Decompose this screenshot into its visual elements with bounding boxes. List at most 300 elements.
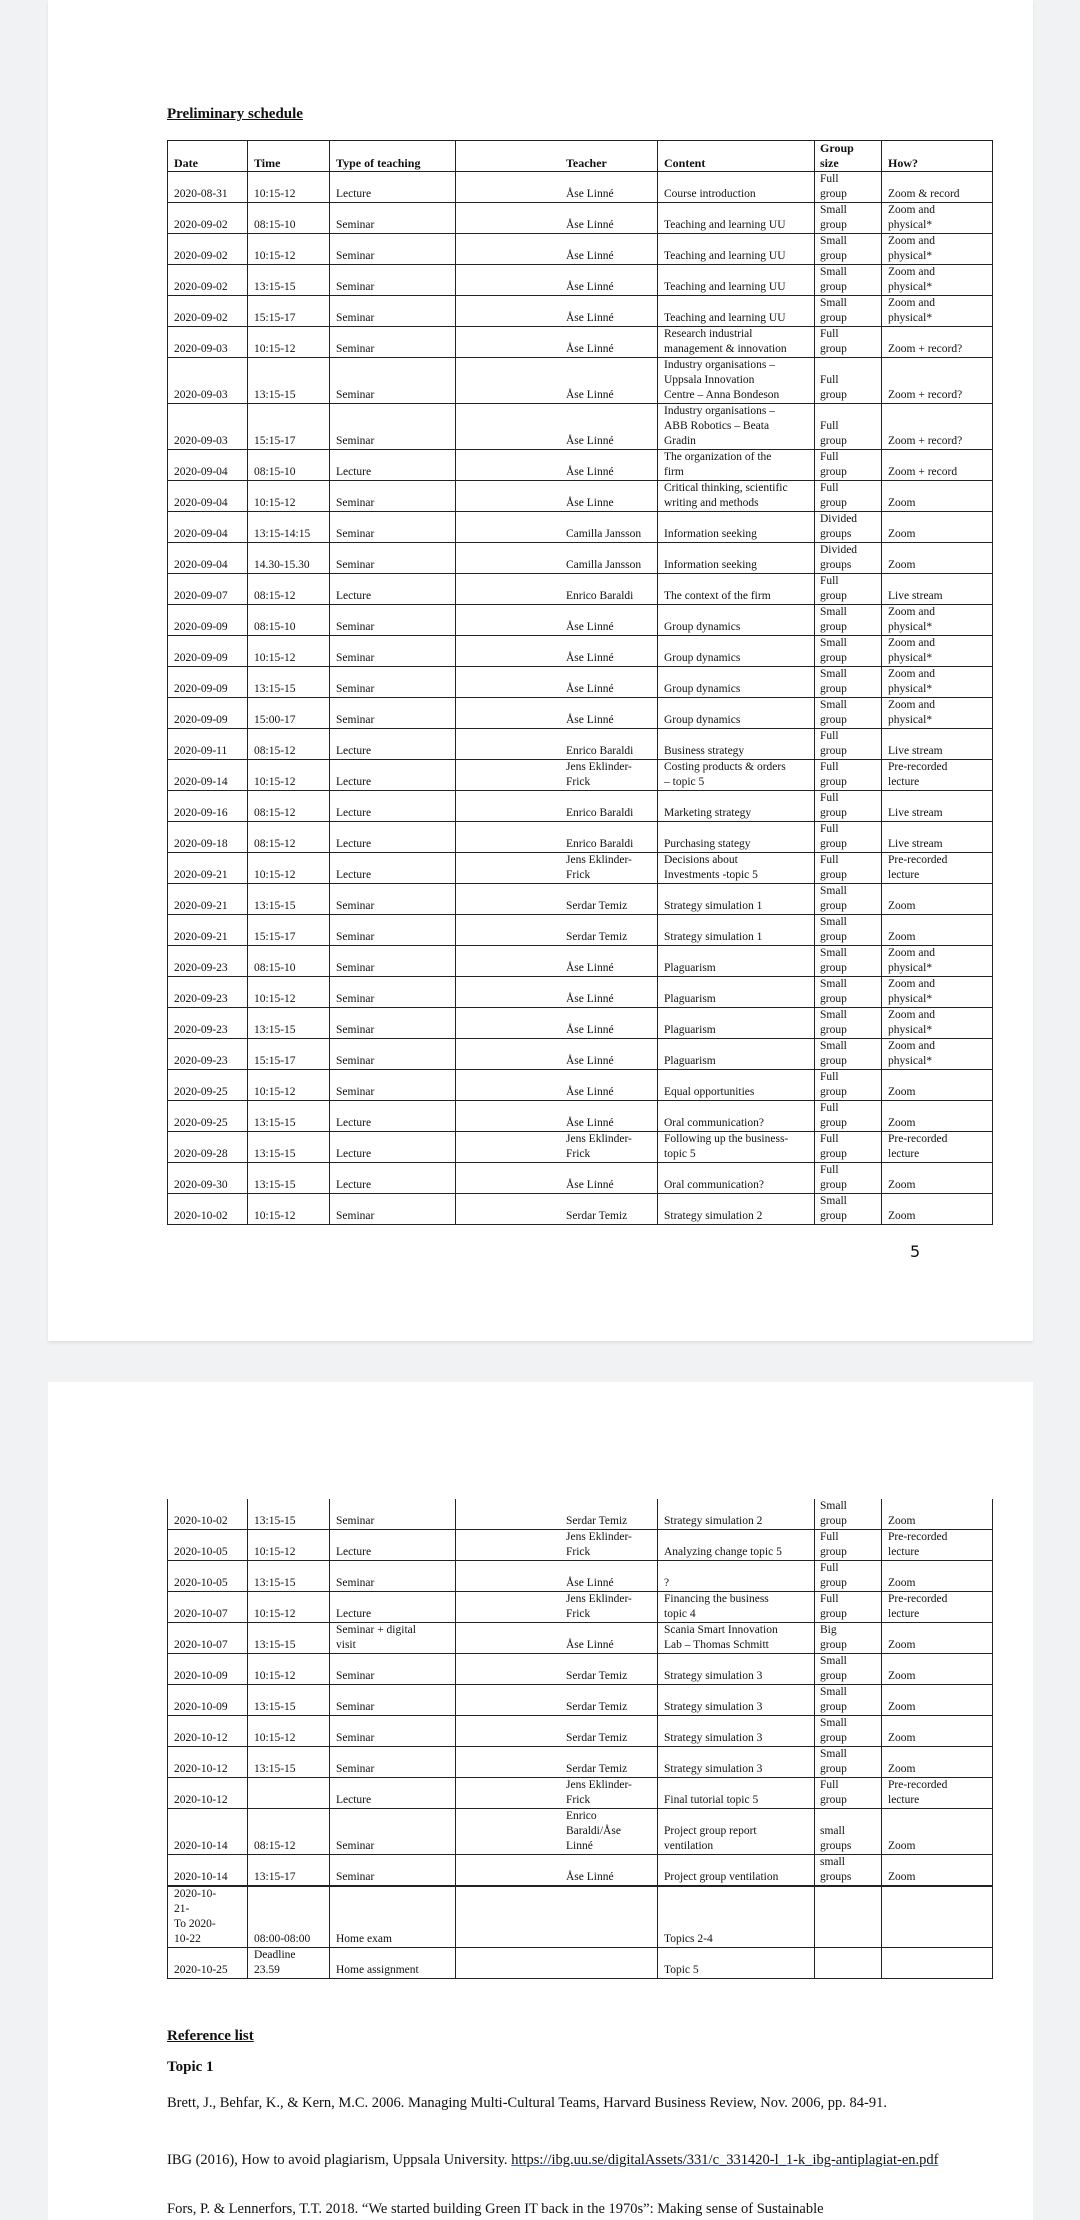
table-row — [168, 1499, 993, 1530]
table-row — [168, 1039, 993, 1070]
cell-group: Full group — [815, 1561, 882, 1592]
cell-teacher: Jens Eklinder- Frick — [456, 1530, 658, 1561]
cell-how: Zoom — [882, 884, 993, 915]
cell-teacher — [456, 1948, 658, 1979]
cell-content: Research industrial management & innovation — [658, 327, 815, 358]
table-row — [168, 946, 993, 977]
cell-type: Lecture — [330, 853, 456, 884]
cell-how: Zoom — [882, 1685, 993, 1716]
cell-time: 13:15-14:15 — [248, 512, 330, 543]
cell-date: 2020-10-05 — [168, 1530, 248, 1561]
cell-date: 2020-09-02 — [168, 265, 248, 296]
table-row — [168, 1778, 993, 1809]
cell-type: Seminar — [330, 358, 456, 404]
cell-type: Seminar — [330, 234, 456, 265]
cell-teacher: Åse Linné — [456, 977, 658, 1008]
cell-date: 2020-09-02 — [168, 296, 248, 327]
reference-link[interactable]: https://ibg.uu.se/digitalAssets/331/c_331420-l_1-k_ibg-antiplagiat-en.pdf — [511, 2152, 939, 2168]
cell-time: 10:15-12 — [248, 1716, 330, 1747]
reference-item — [167, 2198, 967, 2220]
cell-time: 15:15-17 — [248, 404, 330, 450]
cell-teacher: Camilla Jansson — [456, 512, 658, 543]
table-row — [168, 1561, 993, 1592]
cell-how: Zoom and physical* — [882, 698, 993, 729]
topic-heading: Topic 1 — [167, 2059, 214, 2075]
cell-time: 08:15-10 — [248, 450, 330, 481]
cell-group: Full group — [815, 1778, 882, 1809]
table-row — [168, 1747, 993, 1778]
cell-group: Small group — [815, 946, 882, 977]
cell-how: Zoom & record — [882, 172, 993, 203]
cell-content: Teaching and learning UU — [658, 265, 815, 296]
cell-how — [882, 1887, 993, 1948]
cell-date: 2020-08-31 — [168, 172, 248, 203]
cell-content: Course introduction — [658, 172, 815, 203]
cell-date: 2020-09-21 — [168, 853, 248, 884]
cell-group: Full group — [815, 574, 882, 605]
cell-content: Topic 5 — [658, 1948, 815, 1979]
cell-date: 2020-09-09 — [168, 636, 248, 667]
table-row — [168, 1654, 993, 1685]
cell-group: Full group — [815, 822, 882, 853]
cell-date: 2020-09-23 — [168, 946, 248, 977]
cell-teacher: Åse Linné — [456, 1623, 658, 1654]
cell-type: Seminar — [330, 1685, 456, 1716]
cell-time: 08:00-08:00 — [248, 1887, 330, 1948]
table-row — [168, 1592, 993, 1623]
cell-content: Group dynamics — [658, 698, 815, 729]
cell-teacher: Enrico Baraldi — [456, 822, 658, 853]
cell-how: Pre-recorded lecture — [882, 853, 993, 884]
cell-date: 2020-09-18 — [168, 822, 248, 853]
cell-how: Zoom — [882, 1809, 993, 1855]
cell-type: Seminar — [330, 1654, 456, 1685]
cell-how: Zoom and physical* — [882, 203, 993, 234]
reference-item — [167, 2149, 967, 2171]
table-row — [168, 543, 993, 574]
cell-time: 10:15-12 — [248, 327, 330, 358]
cell-how: Zoom and physical* — [882, 265, 993, 296]
cell-how: Live stream — [882, 574, 993, 605]
cell-how: Zoom + record — [882, 450, 993, 481]
cell-time: 15:15-17 — [248, 296, 330, 327]
cell-content: Financing the business topic 4 — [658, 1592, 815, 1623]
cell-group: Small group — [815, 884, 882, 915]
cell-teacher: Serdar Temiz — [456, 884, 658, 915]
cell-group: Small group — [815, 915, 882, 946]
cell-content: Purchasing stategy — [658, 822, 815, 853]
cell-content: Scania Smart Innovation Lab – Thomas Schmitt — [658, 1623, 815, 1654]
table-row — [168, 822, 993, 853]
cell-time: 10:15-12 — [248, 481, 330, 512]
cell-group: Small group — [815, 636, 882, 667]
cell-type: Seminar — [330, 915, 456, 946]
cell-group: Small group — [815, 1716, 882, 1747]
table-row — [168, 512, 993, 543]
cell-content: Following up the business- topic 5 — [658, 1132, 815, 1163]
cell-date: 2020-09-14 — [168, 760, 248, 791]
cell-how: Zoom — [882, 1070, 993, 1101]
cell-group: small groups — [815, 1809, 882, 1855]
cell-how: Pre-recorded lecture — [882, 1530, 993, 1561]
cell-time: 13:15-15 — [248, 1747, 330, 1778]
table-row — [168, 1008, 993, 1039]
table-row — [168, 574, 993, 605]
cell-date: 2020-10-12 — [168, 1747, 248, 1778]
cell-type: Seminar — [330, 884, 456, 915]
cell-content: Teaching and learning UU — [658, 296, 815, 327]
schedule-table — [167, 140, 993, 1225]
cell-teacher: Åse Linné — [456, 667, 658, 698]
cell-time: 13:15-15 — [248, 1499, 330, 1530]
cell-date: 2020-09-23 — [168, 1008, 248, 1039]
cell-group: Small group — [815, 1008, 882, 1039]
cell-how: Zoom — [882, 1163, 993, 1194]
cell-content: Strategy simulation 3 — [658, 1685, 815, 1716]
table-row — [168, 667, 993, 698]
cell-how: Zoom and physical* — [882, 234, 993, 265]
cell-how: Zoom — [882, 1623, 993, 1654]
cell-content: Industry organisations – Uppsala Innovation Centre – Anna Bondeson — [658, 358, 815, 404]
cell-type: Seminar — [330, 1747, 456, 1778]
cell-group: Full group — [815, 1070, 882, 1101]
cell-how: Zoom — [882, 1855, 993, 1886]
cell-time: 10:15-12 — [248, 1530, 330, 1561]
cell-teacher: Åse Linné — [456, 404, 658, 450]
cell-how: Zoom — [882, 1499, 993, 1530]
cell-type: Seminar — [330, 1194, 456, 1225]
cell-how: Zoom + record? — [882, 327, 993, 358]
cell-group: Full group — [815, 404, 882, 450]
cell-content: Analyzing change topic 5 — [658, 1530, 815, 1561]
cell-how: Zoom and physical* — [882, 636, 993, 667]
table-row — [168, 853, 993, 884]
cell-type: Seminar — [330, 636, 456, 667]
cell-content: Plaguarism — [658, 1008, 815, 1039]
cell-type: Seminar — [330, 296, 456, 327]
cell-time: 10:15-12 — [248, 172, 330, 203]
cell-type: Lecture — [330, 760, 456, 791]
cell-group: Small group — [815, 1654, 882, 1685]
table-row — [168, 1716, 993, 1747]
cell-date: 2020-09-25 — [168, 1101, 248, 1132]
cell-time: 10:15-12 — [248, 1194, 330, 1225]
cell-type: Seminar — [330, 1716, 456, 1747]
cell-time: 15:15-17 — [248, 1039, 330, 1070]
cell-group: Full group — [815, 481, 882, 512]
cell-how: Zoom and physical* — [882, 296, 993, 327]
cell-date: 2020-09-04 — [168, 481, 248, 512]
table-row — [168, 1194, 993, 1225]
cell-how: Zoom — [882, 1561, 993, 1592]
cell-time: 13:15-15 — [248, 1623, 330, 1654]
cell-time: 13:15-15 — [248, 1008, 330, 1039]
column-header-time: Time — [248, 141, 330, 172]
cell-content: Critical thinking, scientific writing and methods — [658, 481, 815, 512]
cell-type: Seminar — [330, 1561, 456, 1592]
cell-time: 13:15-15 — [248, 1132, 330, 1163]
column-header-how: How? — [882, 141, 993, 172]
cell-group: Small group — [815, 265, 882, 296]
cell-date: 2020-09-11 — [168, 729, 248, 760]
cell-date: 2020-10-14 — [168, 1809, 248, 1855]
cell-group: Full group — [815, 791, 882, 822]
cell-date: 2020-10- 21- To 2020- 10-22 — [168, 1887, 248, 1948]
cell-time: 08:15-10 — [248, 605, 330, 636]
cell-teacher: Åse Linné — [456, 636, 658, 667]
cell-teacher: Jens Eklinder- Frick — [456, 1778, 658, 1809]
cell-time: 10:15-12 — [248, 1070, 330, 1101]
table-row — [168, 605, 993, 636]
cell-how: Live stream — [882, 729, 993, 760]
cell-teacher: Enrico Baraldi — [456, 574, 658, 605]
cell-teacher: Åse Linné — [456, 327, 658, 358]
cell-teacher: Åse Linné — [456, 358, 658, 404]
cell-date: 2020-09-23 — [168, 1039, 248, 1070]
cell-group: Full group — [815, 1592, 882, 1623]
cell-group: Small group — [815, 605, 882, 636]
cell-type: Seminar — [330, 265, 456, 296]
reference-text: Fors, P. & Lennerfors, T.T. 2018. “We started building Green IT back in the 1970s”: Making sense of Sustainable — [167, 2201, 824, 2217]
cell-teacher: Åse Linne — [456, 481, 658, 512]
cell-how: Zoom — [882, 481, 993, 512]
cell-teacher: Jens Eklinder- Frick — [456, 853, 658, 884]
cell-content: Teaching and learning UU — [658, 203, 815, 234]
cell-group: Full group — [815, 1530, 882, 1561]
cell-group — [815, 1887, 882, 1948]
document-page-1 — [48, 0, 1033, 1341]
cell-teacher: Serdar Temiz — [456, 1747, 658, 1778]
cell-type: Seminar — [330, 203, 456, 234]
cell-how: Zoom and physical* — [882, 1008, 993, 1039]
reference-list-heading: Reference list — [167, 2028, 254, 2044]
cell-type: Lecture — [330, 1592, 456, 1623]
cell-teacher: Åse Linné — [456, 1070, 658, 1101]
cell-type: Seminar — [330, 404, 456, 450]
cell-group: Full group — [815, 853, 882, 884]
cell-date: 2020-09-04 — [168, 512, 248, 543]
cell-group — [815, 1948, 882, 1979]
cell-time: 10:15-12 — [248, 234, 330, 265]
cell-time: 08:15-12 — [248, 822, 330, 853]
cell-content: Group dynamics — [658, 605, 815, 636]
cell-teacher: Åse Linné — [456, 1008, 658, 1039]
page-number: 5 — [910, 1242, 921, 1261]
cell-group: Small group — [815, 1747, 882, 1778]
cell-type: Seminar — [330, 977, 456, 1008]
cell-teacher: Serdar Temiz — [456, 1194, 658, 1225]
cell-date: 2020-09-03 — [168, 327, 248, 358]
cell-date: 2020-09-03 — [168, 358, 248, 404]
cell-type: Seminar — [330, 543, 456, 574]
cell-teacher: Serdar Temiz — [456, 1499, 658, 1530]
cell-teacher: Åse Linné — [456, 450, 658, 481]
table-row — [168, 234, 993, 265]
cell-content: Group dynamics — [658, 636, 815, 667]
table-row — [168, 1530, 993, 1561]
cell-date: 2020-09-21 — [168, 915, 248, 946]
cell-group: Small group — [815, 203, 882, 234]
cell-how — [882, 1948, 993, 1979]
cell-date: 2020-09-02 — [168, 234, 248, 265]
cell-type: Seminar — [330, 698, 456, 729]
cell-content: Project group ventilation — [658, 1855, 815, 1886]
document-page-2 — [48, 1382, 1033, 2220]
table-row — [168, 791, 993, 822]
cell-content: Plaguarism — [658, 1039, 815, 1070]
cell-date: 2020-09-09 — [168, 698, 248, 729]
cell-type: Home assignment — [330, 1948, 456, 1979]
cell-content: Strategy simulation 3 — [658, 1716, 815, 1747]
cell-type: Lecture — [330, 450, 456, 481]
cell-type: Seminar — [330, 1855, 456, 1886]
cell-teacher: Enrico Baraldi — [456, 791, 658, 822]
table-row — [168, 404, 993, 450]
cell-group: Small group — [815, 296, 882, 327]
cell-content: Topics 2-4 — [658, 1887, 815, 1948]
cell-how: Pre-recorded lecture — [882, 1132, 993, 1163]
cell-time: 08:15-10 — [248, 203, 330, 234]
cell-date: 2020-09-07 — [168, 574, 248, 605]
cell-group: Small group — [815, 1194, 882, 1225]
reference-text: Brett, J., Behfar, K., & Kern, M.C. 2006. Managing Multi-Cultural Teams, Harvard Business Review, Nov. 2006, pp. 84-91. — [167, 2095, 887, 2111]
cell-time: 08:15-12 — [248, 574, 330, 605]
cell-time: 10:15-12 — [248, 853, 330, 884]
table-row — [168, 729, 993, 760]
cell-date: 2020-10-02 — [168, 1194, 248, 1225]
table-row — [168, 977, 993, 1008]
cell-content: Information seeking — [658, 543, 815, 574]
cell-content: Marketing strategy — [658, 791, 815, 822]
cell-time: 13:15-15 — [248, 667, 330, 698]
cell-how: Zoom — [882, 1194, 993, 1225]
column-header-type: Type of teaching — [330, 141, 456, 172]
cell-group: Full group — [815, 729, 882, 760]
cell-time: 08:15-12 — [248, 729, 330, 760]
column-header-date: Date — [168, 141, 248, 172]
cell-date: 2020-09-25 — [168, 1070, 248, 1101]
cell-teacher: Åse Linné — [456, 172, 658, 203]
cell-group: Divided groups — [815, 512, 882, 543]
table-row — [168, 172, 993, 203]
cell-how: Live stream — [882, 822, 993, 853]
cell-time: 14.30-15.30 — [248, 543, 330, 574]
cell-date: 2020-10-09 — [168, 1654, 248, 1685]
cell-type: Seminar — [330, 1039, 456, 1070]
cell-time: 13:15-15 — [248, 1101, 330, 1132]
cell-how: Zoom and physical* — [882, 667, 993, 698]
cell-group: Small group — [815, 667, 882, 698]
cell-time: 08:15-10 — [248, 946, 330, 977]
table-row — [168, 265, 993, 296]
table-row — [168, 636, 993, 667]
table-row — [168, 884, 993, 915]
cell-group: Divided groups — [815, 543, 882, 574]
cell-type: Seminar — [330, 481, 456, 512]
schedule-title: Preliminary schedule — [167, 106, 303, 122]
table-row — [168, 1070, 993, 1101]
table-row — [168, 1887, 993, 1948]
cell-content: Information seeking — [658, 512, 815, 543]
table-row — [168, 296, 993, 327]
table-row — [168, 1809, 993, 1855]
cell-how: Zoom — [882, 1716, 993, 1747]
cell-type: Lecture — [330, 172, 456, 203]
cell-teacher: Enrico Baraldi/Åse Linné — [456, 1809, 658, 1855]
cell-how: Zoom and physical* — [882, 977, 993, 1008]
cell-time: 10:15-12 — [248, 760, 330, 791]
cell-date: 2020-09-09 — [168, 667, 248, 698]
cell-content: Plaguarism — [658, 946, 815, 977]
cell-how: Zoom — [882, 915, 993, 946]
cell-content: Strategy simulation 2 — [658, 1499, 815, 1530]
table-row — [168, 760, 993, 791]
cell-date: 2020-10-02 — [168, 1499, 248, 1530]
cell-group: Full group — [815, 327, 882, 358]
cell-group: Small group — [815, 698, 882, 729]
cell-time: 13:15-15 — [248, 265, 330, 296]
cell-teacher: Serdar Temiz — [456, 1685, 658, 1716]
table-row — [168, 1685, 993, 1716]
cell-date: 2020-10-07 — [168, 1592, 248, 1623]
cell-how: Zoom — [882, 1747, 993, 1778]
cell-teacher: Serdar Temiz — [456, 1654, 658, 1685]
cell-teacher: Åse Linné — [456, 698, 658, 729]
cell-teacher: Camilla Jansson — [456, 543, 658, 574]
table-row — [168, 203, 993, 234]
table-row — [168, 1101, 993, 1132]
cell-how: Pre-recorded lecture — [882, 1778, 993, 1809]
cell-type: Lecture — [330, 729, 456, 760]
cell-content: Business strategy — [658, 729, 815, 760]
cell-type: Seminar — [330, 327, 456, 358]
cell-how: Zoom — [882, 512, 993, 543]
cell-type: Home exam — [330, 1887, 456, 1948]
cell-teacher: Åse Linné — [456, 296, 658, 327]
cell-type: Lecture — [330, 1132, 456, 1163]
cell-date: 2020-10-09 — [168, 1685, 248, 1716]
cell-how: Zoom and physical* — [882, 605, 993, 636]
cell-content: ? — [658, 1561, 815, 1592]
cell-content: Equal opportunities — [658, 1070, 815, 1101]
cell-content: Group dynamics — [658, 667, 815, 698]
table-row — [168, 915, 993, 946]
column-header-teacher: Teacher — [456, 141, 658, 172]
cell-type: Lecture — [330, 1530, 456, 1561]
cell-teacher: Jens Eklinder- Frick — [456, 760, 658, 791]
cell-type: Seminar — [330, 946, 456, 977]
cell-type: Seminar — [330, 1070, 456, 1101]
cell-time: 13:15-15 — [248, 1163, 330, 1194]
cell-how: Zoom — [882, 1101, 993, 1132]
cell-content: Strategy simulation 1 — [658, 915, 815, 946]
cell-group: Big group — [815, 1623, 882, 1654]
cell-group: Full group — [815, 1132, 882, 1163]
cell-how: Pre-recorded lecture — [882, 1592, 993, 1623]
cell-group: small groups — [815, 1855, 882, 1886]
cell-date: 2020-09-30 — [168, 1163, 248, 1194]
cell-content: Teaching and learning UU — [658, 234, 815, 265]
cell-how: Live stream — [882, 791, 993, 822]
cell-time: 08:15-12 — [248, 1809, 330, 1855]
table-row — [168, 327, 993, 358]
cell-group: Full group — [815, 760, 882, 791]
cell-teacher: Åse Linné — [456, 1039, 658, 1070]
table-row — [168, 1855, 993, 1886]
table-row — [168, 481, 993, 512]
cell-time — [248, 1778, 330, 1809]
cell-teacher: Åse Linné — [456, 234, 658, 265]
